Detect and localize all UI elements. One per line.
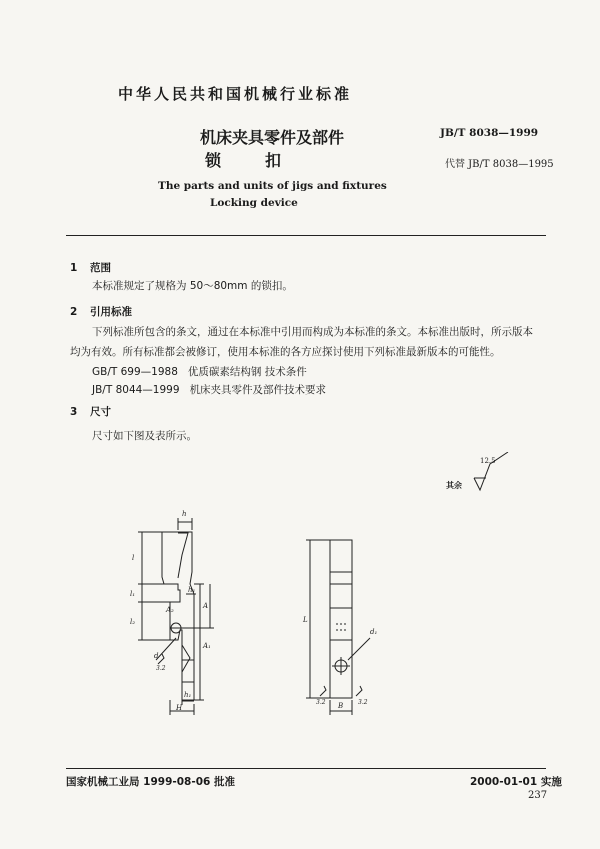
dim-h1-bottom: h₁ <box>184 691 192 699</box>
countersink-profile <box>182 645 190 672</box>
dim-A2: A₂ <box>166 606 174 614</box>
roughness-value: 12.5 <box>480 457 496 465</box>
dim-l2: l₂ <box>130 618 136 626</box>
replaces-standard: 代替 JB/T 8038—1995 <box>445 159 554 170</box>
section-title: 尺寸 <box>90 406 111 418</box>
footer-divider <box>66 768 546 769</box>
locking-device-drawing <box>130 500 400 725</box>
dim-h: h <box>182 510 187 518</box>
reference-item <box>92 362 307 382</box>
hook-profile <box>178 533 188 578</box>
implementation-date: 2000-01-01 实施 <box>470 776 562 788</box>
roughness-a: 3.2 <box>316 699 326 706</box>
reference-code: GB/T 699—1988 <box>92 366 178 378</box>
standard-title-cn: 机床夹具零件及部件 <box>200 128 345 147</box>
dim-A: A <box>203 602 209 610</box>
roughness-symbol <box>446 452 526 500</box>
section-title: 范围 <box>90 262 111 274</box>
dim-B: B <box>338 702 344 710</box>
scope-paragraph: 本标准规定了规格为 50～80mm 的锁扣。 <box>92 280 293 292</box>
dimensions-paragraph: 尺寸如下图及表所示。 <box>92 430 197 442</box>
standard-subtitle-cn: 锁扣 <box>205 151 326 170</box>
dim-h1: h₁ <box>188 586 196 594</box>
section-number: 2 <box>70 306 78 318</box>
roughness-left: 3.2 <box>156 665 166 672</box>
dim-L: L <box>303 616 308 624</box>
dim-d: d <box>154 652 159 660</box>
standard-subtitle-en: Locking device <box>210 197 298 209</box>
reference-name: 机床夹具零件及部件技术要求 <box>189 384 327 396</box>
header-divider <box>66 235 546 236</box>
section-title: 引用标准 <box>90 306 132 318</box>
refs-intro-line-2: 均为有效。所有标准都会被修订，使用本标准的各方应探讨使用下列标准最新版本的可能性。 <box>70 346 501 358</box>
issuing-organization: 中华人民共和国机械行业标准 <box>118 85 353 103</box>
standard-number: JB/T 8038—1999 <box>440 127 539 139</box>
refs-intro-line-1: 下列标准所包含的条文，通过在本标准中引用而构成为本标准的条文。本标准出版时，所示版本 <box>92 326 533 338</box>
reference-name: 优质碳素结构钢 技术条件 <box>187 366 307 378</box>
locking-device-side-outline <box>162 532 194 700</box>
section-heading-3 <box>70 404 111 419</box>
dim-H: H <box>176 704 183 712</box>
section-heading-2 <box>70 304 132 319</box>
section-number: 1 <box>70 262 78 274</box>
roughness-label: 其余 <box>446 481 462 490</box>
dim-l1: l₁ <box>130 590 136 598</box>
page-number: 237 <box>528 790 548 801</box>
reference-code: JB/T 8044—1999 <box>92 384 180 396</box>
section-heading-1 <box>70 260 111 275</box>
roughness-b: 3.2 <box>358 699 368 706</box>
reference-item <box>92 380 326 400</box>
dim-A1: A₁ <box>203 642 211 650</box>
approval-line: 国家机械工业局 1999-08-06 批准 <box>66 776 235 788</box>
dim-l: l <box>132 554 135 562</box>
section-number: 3 <box>70 406 78 418</box>
standard-title-en: The parts and units of jigs and fixtures <box>158 180 387 192</box>
dim-d1: d₁ <box>370 628 378 636</box>
